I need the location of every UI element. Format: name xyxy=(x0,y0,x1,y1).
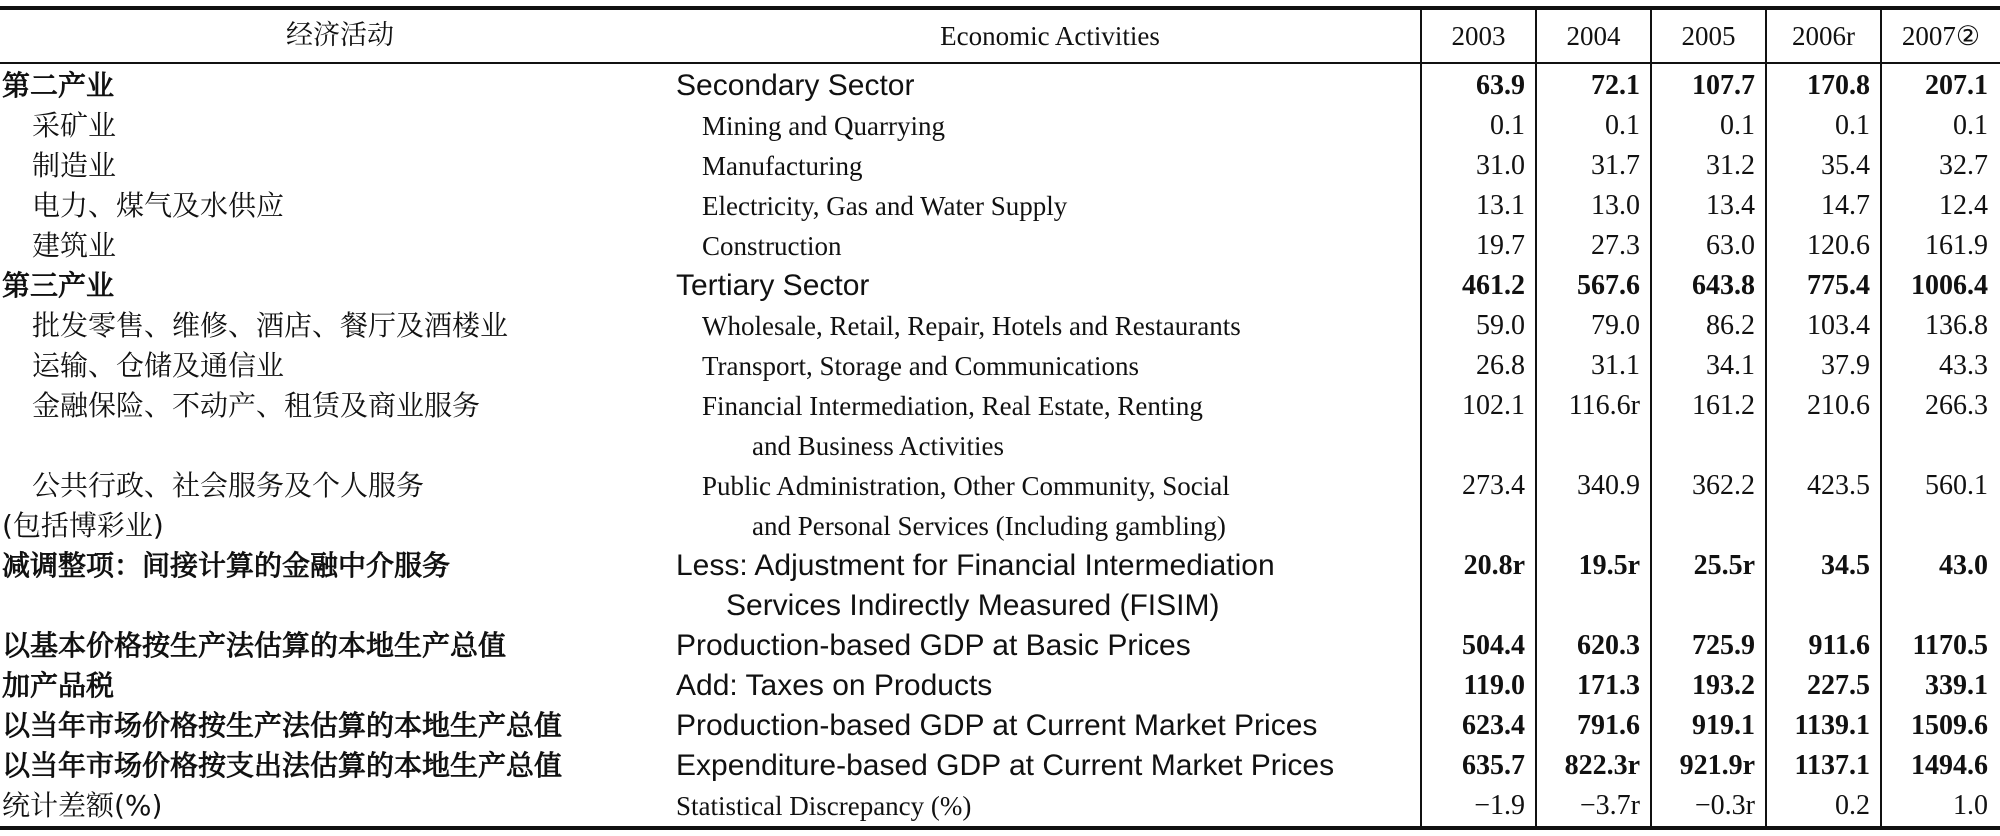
row-label-english xyxy=(702,346,1139,386)
value-cell: 102.1 xyxy=(1462,390,1525,421)
row-label-english-line: Secondary Sector xyxy=(676,69,915,102)
row-label-english-line: Manufacturing xyxy=(702,151,863,181)
row-label-english xyxy=(702,466,1230,546)
bottom-rule xyxy=(0,826,2000,830)
value-cell: 32.7 xyxy=(1939,150,1988,181)
row-label-english-line: Wholesale, Retail, Repair, Hotels and Restaurants xyxy=(702,311,1241,341)
table-row xyxy=(0,786,2000,826)
header-year: 2006r xyxy=(1792,21,1855,51)
value-cell: 1137.1 xyxy=(1794,750,1870,781)
row-label-english-line: Statistical Discrepancy (%) xyxy=(676,791,972,821)
row-label-chinese-line: 统计差额(%) xyxy=(2,789,163,822)
value-cell: 12.4 xyxy=(1939,190,1988,221)
value-cell: 20.8r xyxy=(1463,550,1525,581)
value-cell: 13.1 xyxy=(1476,190,1525,221)
value-cell: 161.2 xyxy=(1692,390,1755,421)
row-label-chinese xyxy=(2,466,425,546)
value-cell: 620.3 xyxy=(1577,630,1640,661)
row-label-english xyxy=(702,386,1203,466)
value-cell: 921.9r xyxy=(1679,750,1755,781)
row-label-chinese xyxy=(2,746,562,786)
value-cell: 27.3 xyxy=(1591,230,1640,261)
value-cell: 0.1 xyxy=(1490,110,1525,141)
row-label-english xyxy=(676,666,992,706)
value-cell: 13.0 xyxy=(1591,190,1640,221)
row-label-english xyxy=(702,186,1067,226)
value-cell: 0.1 xyxy=(1953,110,1988,141)
value-cell: 72.1 xyxy=(1591,70,1640,101)
value-cell: 37.9 xyxy=(1821,350,1870,381)
row-label-english-line: Services Indirectly Measured (FISIM) xyxy=(726,589,1220,622)
top-rule xyxy=(0,6,2000,10)
row-label-english-line: Financial Intermediation, Real Estate, Renting xyxy=(702,391,1203,421)
value-cell: 775.4 xyxy=(1807,270,1870,301)
value-cell: 171.3 xyxy=(1577,670,1640,701)
row-label-chinese xyxy=(32,186,284,226)
row-label-english xyxy=(702,146,862,186)
value-cell: 461.2 xyxy=(1462,270,1525,301)
value-cell: 34.5 xyxy=(1821,550,1870,581)
value-cell: 34.1 xyxy=(1706,350,1755,381)
value-cell: −0.3r xyxy=(1694,790,1755,821)
row-label-chinese-line: 以基本价格按生产法估算的本地生产总值 xyxy=(2,629,507,662)
row-label-chinese-line: (包括博彩业) xyxy=(2,509,164,542)
row-label-chinese xyxy=(32,346,284,386)
row-label-chinese-line: 公共行政、社会服务及个人服务 xyxy=(32,469,425,502)
row-label-english xyxy=(702,226,842,266)
table-row xyxy=(0,226,2000,266)
row-label-english xyxy=(676,266,869,306)
value-cell: 504.4 xyxy=(1462,630,1525,661)
row-label-english-line: and Business Activities xyxy=(752,431,1004,461)
value-cell: 0.2 xyxy=(1835,790,1870,821)
row-label-english-line: Transport, Storage and Communications xyxy=(702,351,1139,381)
table-row xyxy=(0,706,2000,746)
row-label-english-line: Construction xyxy=(702,231,842,261)
table-row xyxy=(0,266,2000,306)
value-cell: 1494.6 xyxy=(1911,750,1988,781)
table-row xyxy=(0,386,2000,466)
row-label-chinese xyxy=(32,226,116,266)
row-label-chinese xyxy=(2,666,114,706)
row-label-english-line: Add: Taxes on Products xyxy=(676,669,993,702)
value-cell: 210.6 xyxy=(1807,390,1870,421)
value-cell: 919.1 xyxy=(1692,710,1755,741)
value-cell: 31.2 xyxy=(1706,150,1755,181)
table-row xyxy=(0,346,2000,386)
value-cell: 362.2 xyxy=(1692,470,1755,501)
row-label-english-line: Mining and Quarrying xyxy=(702,111,945,141)
value-cell: 227.5 xyxy=(1807,670,1870,701)
row-label-chinese-line: 金融保险、不动产、租赁及商业服务 xyxy=(32,389,481,422)
header-year: 2003 xyxy=(1451,21,1506,51)
value-cell: 0.1 xyxy=(1605,110,1640,141)
table-row xyxy=(0,146,2000,186)
table-row xyxy=(0,626,2000,666)
value-cell: 79.0 xyxy=(1591,310,1640,341)
row-label-english xyxy=(676,746,1334,786)
row-label-english-line: Production-based GDP at Basic Prices xyxy=(676,629,1191,662)
value-cell: 107.7 xyxy=(1692,70,1755,101)
row-label-chinese-line: 建筑业 xyxy=(32,229,117,262)
table-row xyxy=(0,666,2000,706)
value-cell: 791.6 xyxy=(1577,710,1640,741)
value-cell: 725.9 xyxy=(1692,630,1755,661)
value-cell: 86.2 xyxy=(1706,310,1755,341)
value-cell: 63.0 xyxy=(1706,230,1755,261)
value-cell: 635.7 xyxy=(1462,750,1525,781)
value-cell: 266.3 xyxy=(1925,390,1988,421)
value-cell: 193.2 xyxy=(1692,670,1755,701)
table-row xyxy=(0,66,2000,106)
value-cell: 116.6r xyxy=(1568,390,1640,421)
row-label-chinese-line: 电力、煤气及水供应 xyxy=(32,189,285,222)
value-cell: 31.1 xyxy=(1591,350,1640,381)
row-label-chinese xyxy=(2,786,162,826)
value-cell: 63.9 xyxy=(1476,70,1525,101)
value-cell: 0.1 xyxy=(1720,110,1755,141)
value-cell: 1509.6 xyxy=(1911,710,1988,741)
value-cell: 911.6 xyxy=(1808,630,1870,661)
table-row xyxy=(0,546,2000,626)
row-label-english xyxy=(676,66,914,106)
row-label-english xyxy=(676,706,1317,746)
row-label-chinese-line: 批发零售、维修、酒店、餐厅及酒楼业 xyxy=(32,309,509,342)
row-label-chinese xyxy=(2,66,114,106)
row-label-english xyxy=(676,546,1275,626)
value-cell: 1006.4 xyxy=(1911,270,1988,301)
row-label-chinese xyxy=(2,266,114,306)
row-label-chinese-line: 第三产业 xyxy=(2,269,115,302)
value-cell: 31.0 xyxy=(1476,150,1525,181)
row-label-english-line: Production-based GDP at Current Market Prices xyxy=(676,709,1318,742)
row-label-chinese xyxy=(2,706,562,746)
value-cell: 643.8 xyxy=(1692,270,1755,301)
value-cell: 1.0 xyxy=(1953,790,1988,821)
row-label-chinese-line: 制造业 xyxy=(32,149,117,182)
row-label-chinese-line: 采矿业 xyxy=(32,109,117,142)
value-cell: 119.0 xyxy=(1463,670,1525,701)
value-cell: 161.9 xyxy=(1925,230,1988,261)
table-row xyxy=(0,306,2000,346)
value-cell: 136.8 xyxy=(1925,310,1988,341)
value-cell: −3.7r xyxy=(1579,790,1640,821)
row-label-english xyxy=(702,106,945,146)
row-label-english-line: Public Administration, Other Community, Social xyxy=(702,471,1230,501)
value-cell: 273.4 xyxy=(1462,470,1525,501)
value-cell: 43.0 xyxy=(1939,550,1988,581)
row-label-english-line: Electricity, Gas and Water Supply xyxy=(702,191,1068,221)
row-label-chinese-line: 减调整项：间接计算的金融中介服务 xyxy=(2,549,451,582)
value-cell: 0.1 xyxy=(1835,110,1870,141)
row-label-chinese xyxy=(32,306,508,346)
header-english: Economic Activities xyxy=(940,21,1160,51)
row-label-chinese-line: 运输、仓储及通信业 xyxy=(32,349,285,382)
row-label-english-line: Expenditure-based GDP at Current Market Prices xyxy=(676,749,1335,782)
table-row xyxy=(0,746,2000,786)
value-cell: 1170.5 xyxy=(1912,630,1988,661)
value-cell: 567.6 xyxy=(1577,270,1640,301)
header-year: 2007② xyxy=(1901,21,1981,51)
row-label-english xyxy=(702,306,1241,346)
row-label-chinese-line: 以当年市场价格按支出法估算的本地生产总值 xyxy=(2,749,563,782)
row-label-english xyxy=(676,786,971,826)
row-label-chinese xyxy=(32,146,116,186)
header-year: 2005 xyxy=(1681,21,1736,51)
header-chinese: 经济活动 xyxy=(286,20,394,51)
row-label-english xyxy=(676,626,1191,666)
value-cell: 103.4 xyxy=(1807,310,1870,341)
value-cell: 35.4 xyxy=(1821,150,1870,181)
value-cell: 59.0 xyxy=(1476,310,1525,341)
row-label-english-line: Tertiary Sector xyxy=(676,269,870,302)
row-label-chinese-line: 加产品税 xyxy=(2,669,115,702)
header-rule xyxy=(0,62,2000,64)
value-cell: 822.3r xyxy=(1564,750,1640,781)
table-row xyxy=(0,466,2000,546)
value-cell: 423.5 xyxy=(1807,470,1870,501)
row-label-chinese xyxy=(32,106,116,146)
row-label-chinese xyxy=(2,626,506,666)
value-cell: 19.5r xyxy=(1578,550,1640,581)
value-cell: 623.4 xyxy=(1462,710,1525,741)
value-cell: 207.1 xyxy=(1925,70,1988,101)
value-cell: 25.5r xyxy=(1693,550,1755,581)
value-cell: 31.7 xyxy=(1591,150,1640,181)
value-cell: 120.6 xyxy=(1807,230,1870,261)
value-cell: 560.1 xyxy=(1925,470,1988,501)
value-cell: 340.9 xyxy=(1577,470,1640,501)
value-cell: −1.9 xyxy=(1474,790,1525,821)
value-cell: 13.4 xyxy=(1706,190,1755,221)
value-cell: 43.3 xyxy=(1939,350,1988,381)
value-cell: 1139.1 xyxy=(1794,710,1870,741)
table-row xyxy=(0,186,2000,226)
row-label-english-line: Less: Adjustment for Financial Intermediation xyxy=(676,549,1275,582)
row-label-chinese-line: 第二产业 xyxy=(2,69,115,102)
row-label-chinese-line: 以当年市场价格按生产法估算的本地生产总值 xyxy=(2,709,563,742)
row-label-english-line: and Personal Services (Including gambling) xyxy=(752,511,1226,541)
row-label-chinese xyxy=(32,386,480,426)
value-cell: 26.8 xyxy=(1476,350,1525,381)
table-row xyxy=(0,106,2000,146)
value-cell: 19.7 xyxy=(1476,230,1525,261)
row-label-chinese xyxy=(2,546,450,586)
value-cell: 170.8 xyxy=(1807,70,1870,101)
value-cell: 14.7 xyxy=(1821,190,1870,221)
header-year: 2004 xyxy=(1566,21,1621,51)
value-cell: 339.1 xyxy=(1925,670,1988,701)
